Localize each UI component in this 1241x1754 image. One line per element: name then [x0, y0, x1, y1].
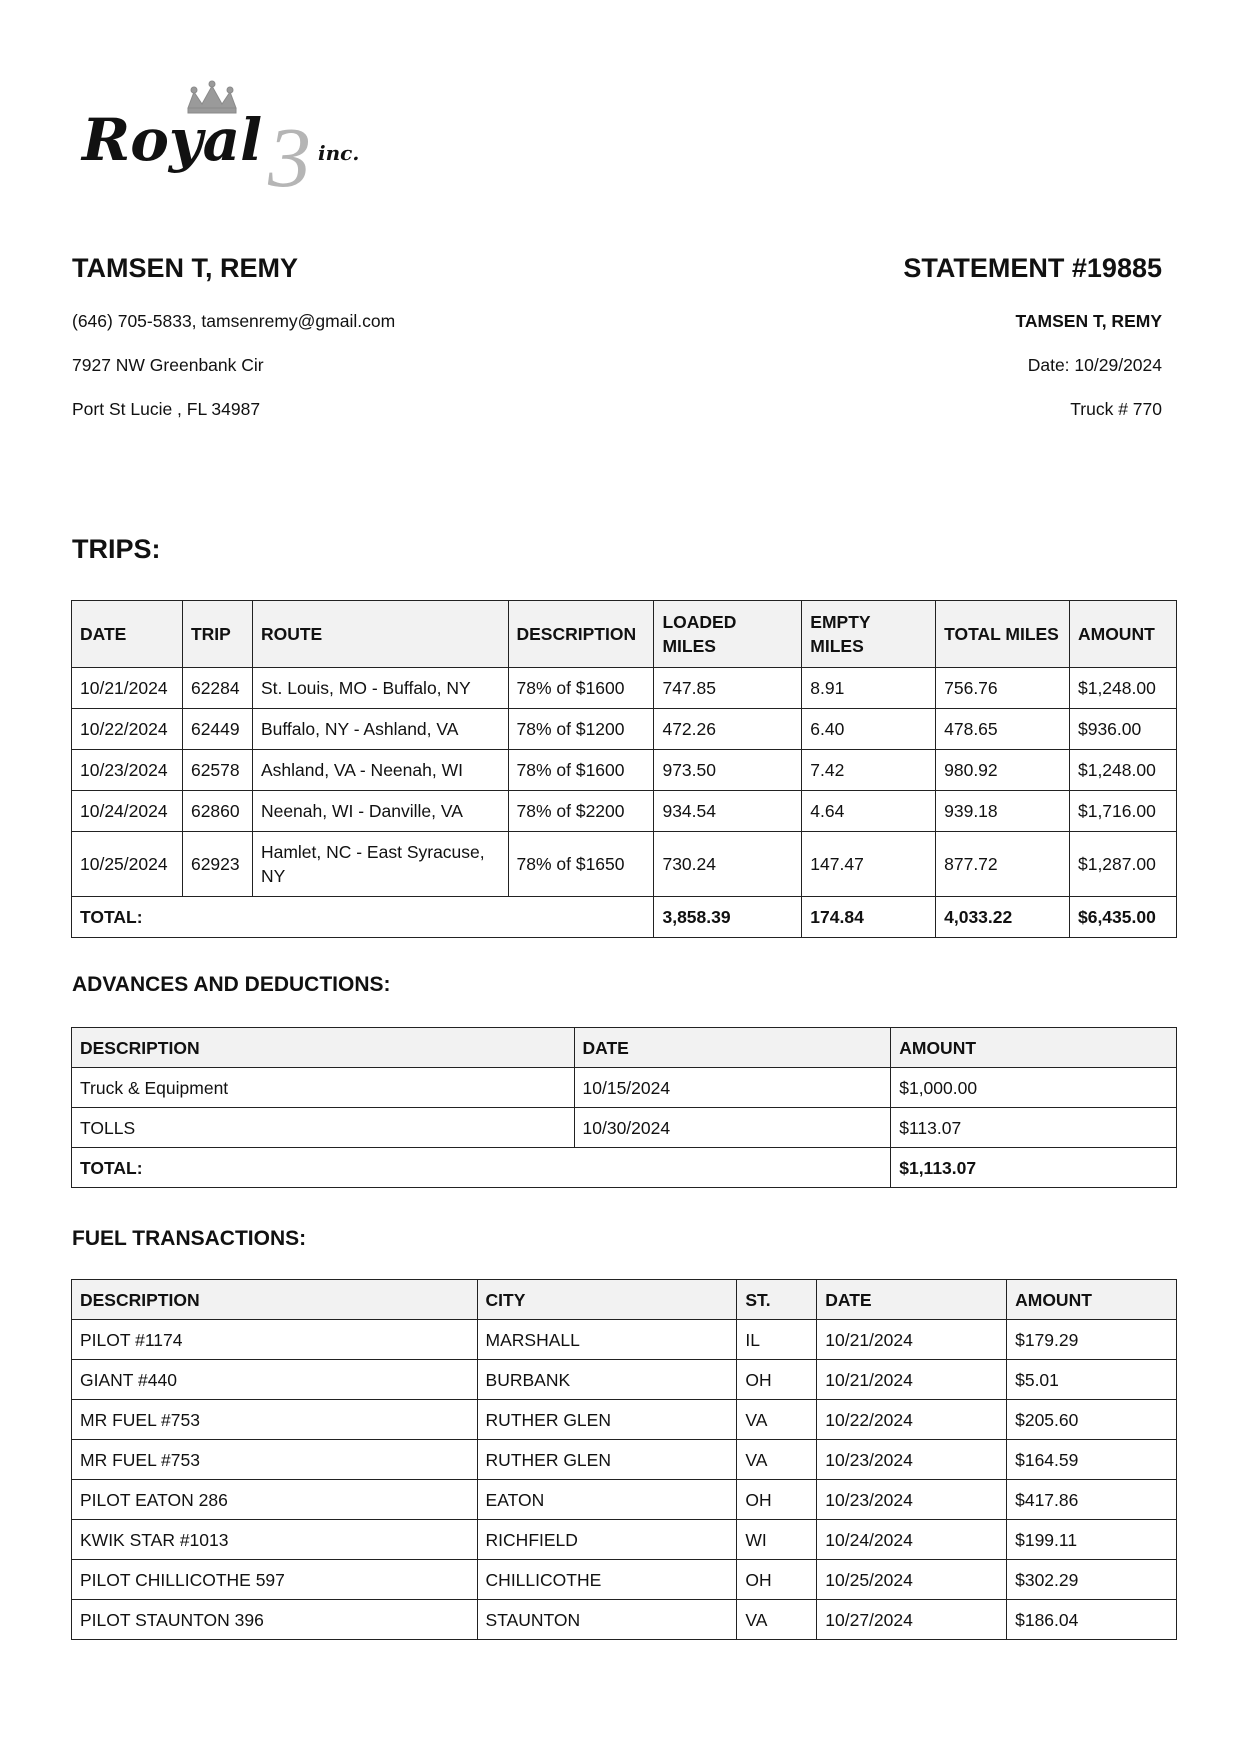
table-cell: RUTHER GLEN: [477, 1440, 737, 1480]
total-loaded-miles: 3,858.39: [654, 897, 802, 938]
table-cell: 6.40: [802, 709, 936, 750]
table-cell: $179.29: [1007, 1320, 1177, 1360]
table-cell: BURBANK: [477, 1360, 737, 1400]
table-header-row: [72, 1028, 1177, 1068]
table-cell: 10/23/2024: [817, 1480, 1007, 1520]
table-row: [72, 1108, 1177, 1148]
table-cell: OH: [737, 1480, 817, 1520]
table-cell: 10/24/2024: [72, 791, 183, 832]
table-cell: 8.91: [802, 668, 936, 709]
column-header: TRIP: [182, 601, 252, 668]
table-row: [72, 709, 1177, 750]
column-header: AMOUNT: [1069, 601, 1176, 668]
statement-title: STATEMENT #19885: [903, 253, 1162, 283]
table-cell: EATON: [477, 1480, 737, 1520]
table-cell: 4.64: [802, 791, 936, 832]
table-row: [72, 1560, 1177, 1600]
table-cell: Truck & Equipment: [72, 1068, 575, 1108]
total-row: [72, 897, 1177, 938]
column-header: LOADED MILES: [654, 601, 802, 668]
table-cell: PILOT STAUNTON 396: [72, 1600, 478, 1640]
table-header-row: [72, 1280, 1177, 1320]
column-header: DESCRIPTION: [72, 1028, 575, 1068]
table-cell: $1,248.00: [1069, 668, 1176, 709]
table-cell: VA: [737, 1440, 817, 1480]
table-row: [72, 1440, 1177, 1480]
table-cell: $205.60: [1007, 1400, 1177, 1440]
table-cell: 10/30/2024: [574, 1108, 891, 1148]
statement-info: [602, 250, 1162, 419]
column-header: ROUTE: [252, 601, 508, 668]
table-cell: PILOT EATON 286: [72, 1480, 478, 1520]
table-cell: 62923: [182, 832, 252, 897]
table-cell: $186.04: [1007, 1600, 1177, 1640]
table-cell: MR FUEL #753: [72, 1400, 478, 1440]
driver-name: TAMSEN T, REMY: [72, 253, 299, 283]
statement-date: Date: 10/29/2024: [1027, 355, 1162, 375]
column-header: DESCRIPTION: [508, 601, 654, 668]
table-cell: VA: [737, 1600, 817, 1640]
total-miles: 4,033.22: [936, 897, 1070, 938]
column-header: TOTAL MILES: [936, 601, 1070, 668]
table-cell: Buffalo, NY - Ashland, VA: [252, 709, 508, 750]
table-cell: CHILLICOTHE: [477, 1560, 737, 1600]
table-row: [72, 1600, 1177, 1640]
column-header: EMPTY MILES: [802, 601, 936, 668]
table-cell: $1,716.00: [1069, 791, 1176, 832]
table-cell: 973.50: [654, 750, 802, 791]
table-row: [72, 1320, 1177, 1360]
total-row: [72, 1148, 1177, 1188]
table-cell: MR FUEL #753: [72, 1440, 478, 1480]
total-amount: $6,435.00: [1069, 897, 1176, 938]
table-cell: RUTHER GLEN: [477, 1400, 737, 1440]
advances-heading: ADVANCES AND DEDUCTIONS:: [72, 973, 391, 996]
advances-table: [71, 1027, 1177, 1188]
svg-text:3: 3: [268, 109, 311, 198]
table-cell: 934.54: [654, 791, 802, 832]
driver-address-line2: Port St Lucie , FL 34987: [72, 399, 261, 419]
column-header: DATE: [817, 1280, 1007, 1320]
crown-logo-icon: [78, 78, 388, 198]
table-row: [72, 791, 1177, 832]
table-cell: 10/21/2024: [72, 668, 183, 709]
table-cell: WI: [737, 1520, 817, 1560]
trips-heading: TRIPS:: [72, 534, 161, 564]
table-header-row: [72, 601, 1177, 668]
table-cell: 78% of $1200: [508, 709, 654, 750]
column-header: DATE: [72, 601, 183, 668]
table-cell: $113.07: [891, 1108, 1177, 1148]
table-cell: 10/23/2024: [72, 750, 183, 791]
table-cell: 10/22/2024: [817, 1400, 1007, 1440]
column-header: DATE: [574, 1028, 891, 1068]
table-cell: MARSHALL: [477, 1320, 737, 1360]
table-cell: 10/15/2024: [574, 1068, 891, 1108]
fuel-table: [71, 1279, 1177, 1640]
table-cell: 62284: [182, 668, 252, 709]
table-row: [72, 1480, 1177, 1520]
statement-truck: Truck # 770: [1070, 399, 1162, 419]
table-cell: 78% of $2200: [508, 791, 654, 832]
table-cell: $936.00: [1069, 709, 1176, 750]
table-cell: 756.76: [936, 668, 1070, 709]
table-cell: $5.01: [1007, 1360, 1177, 1400]
table-cell: $199.11: [1007, 1520, 1177, 1560]
table-cell: Hamlet, NC - East Syracuse, NY: [252, 832, 508, 897]
table-cell: 10/21/2024: [817, 1320, 1007, 1360]
table-cell: $1,248.00: [1069, 750, 1176, 791]
driver-info: [72, 250, 632, 419]
table-cell: 147.47: [802, 832, 936, 897]
column-header: AMOUNT: [891, 1028, 1177, 1068]
table-cell: 78% of $1600: [508, 668, 654, 709]
table-row: [72, 1400, 1177, 1440]
table-cell: VA: [737, 1400, 817, 1440]
total-label: TOTAL:: [72, 1148, 891, 1188]
table-row: [72, 832, 1177, 897]
table-cell: $417.86: [1007, 1480, 1177, 1520]
svg-text:inc.: inc.: [318, 141, 360, 165]
table-cell: KWIK STAR #1013: [72, 1520, 478, 1560]
table-row: [72, 750, 1177, 791]
table-cell: 78% of $1650: [508, 832, 654, 897]
table-cell: 747.85: [654, 668, 802, 709]
table-cell: 10/21/2024: [817, 1360, 1007, 1400]
table-cell: 472.26: [654, 709, 802, 750]
table-cell: 78% of $1600: [508, 750, 654, 791]
table-cell: 730.24: [654, 832, 802, 897]
company-logo: [78, 78, 388, 198]
table-cell: 478.65: [936, 709, 1070, 750]
fuel-heading: FUEL TRANSACTIONS:: [72, 1227, 307, 1250]
column-header: CITY: [477, 1280, 737, 1320]
table-row: [72, 1068, 1177, 1108]
table-cell: 62578: [182, 750, 252, 791]
table-cell: 10/27/2024: [817, 1600, 1007, 1640]
table-cell: 980.92: [936, 750, 1070, 791]
total-empty-miles: 174.84: [802, 897, 936, 938]
table-cell: TOLLS: [72, 1108, 575, 1148]
table-cell: 62860: [182, 791, 252, 832]
column-header: AMOUNT: [1007, 1280, 1177, 1320]
table-cell: $164.59: [1007, 1440, 1177, 1480]
table-cell: IL: [737, 1320, 817, 1360]
table-cell: OH: [737, 1360, 817, 1400]
table-cell: 62449: [182, 709, 252, 750]
table-cell: 939.18: [936, 791, 1070, 832]
trips-table: [71, 600, 1177, 938]
statement-name: TAMSEN T, REMY: [1015, 311, 1162, 331]
table-cell: 10/25/2024: [817, 1560, 1007, 1600]
table-cell: 10/23/2024: [817, 1440, 1007, 1480]
table-cell: PILOT #1174: [72, 1320, 478, 1360]
table-cell: OH: [737, 1560, 817, 1600]
table-cell: 10/25/2024: [72, 832, 183, 897]
table-cell: 877.72: [936, 832, 1070, 897]
column-header: ST.: [737, 1280, 817, 1320]
svg-text:Royal: Royal: [82, 106, 263, 174]
column-header: DESCRIPTION: [72, 1280, 478, 1320]
table-cell: $302.29: [1007, 1560, 1177, 1600]
table-row: [72, 668, 1177, 709]
table-cell: GIANT #440: [72, 1360, 478, 1400]
table-cell: $1,000.00: [891, 1068, 1177, 1108]
table-cell: STAUNTON: [477, 1600, 737, 1640]
table-cell: St. Louis, MO - Buffalo, NY: [252, 668, 508, 709]
table-cell: Neenah, WI - Danville, VA: [252, 791, 508, 832]
driver-address-line1: 7927 NW Greenbank Cir: [72, 355, 264, 375]
table-cell: 10/24/2024: [817, 1520, 1007, 1560]
table-cell: $1,287.00: [1069, 832, 1176, 897]
table-cell: 10/22/2024: [72, 709, 183, 750]
table-row: [72, 1360, 1177, 1400]
driver-contact: (646) 705-5833, tamsenremy@gmail.com: [72, 311, 396, 331]
table-cell: PILOT CHILLICOTHE 597: [72, 1560, 478, 1600]
table-row: [72, 1520, 1177, 1560]
table-cell: RICHFIELD: [477, 1520, 737, 1560]
table-cell: Ashland, VA - Neenah, WI: [252, 750, 508, 791]
total-label: TOTAL:: [72, 897, 654, 938]
total-amount: $1,113.07: [891, 1148, 1177, 1188]
table-cell: 7.42: [802, 750, 936, 791]
